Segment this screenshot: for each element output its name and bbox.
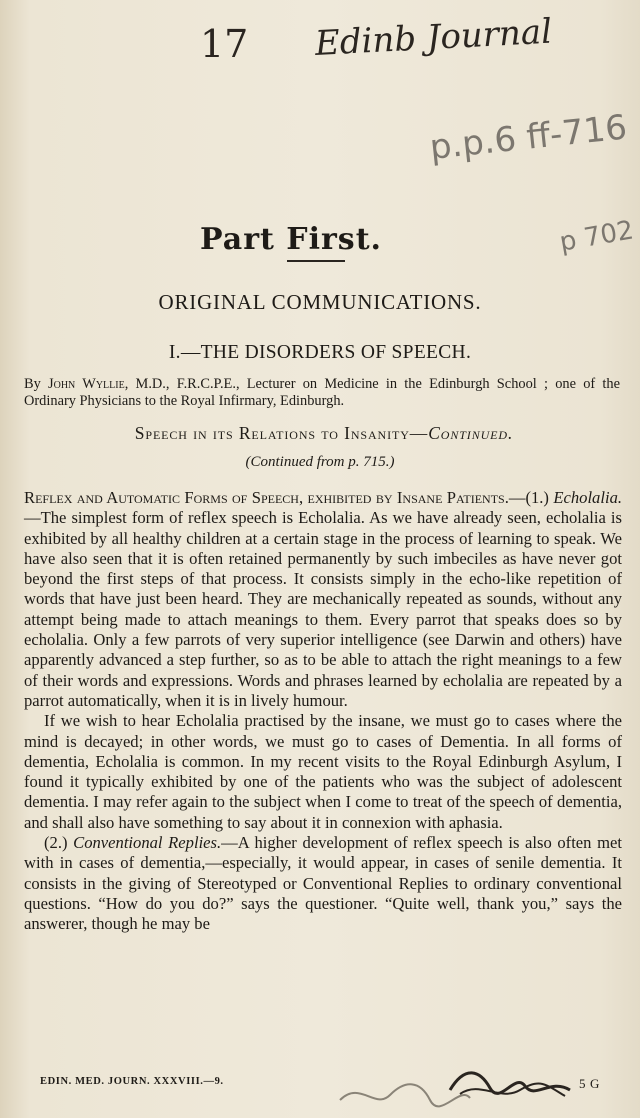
subsection-title: Speech in its Relations to Insanity—: [134, 423, 429, 443]
pencil-note: p 702: [557, 215, 636, 258]
subsection-continued: Continued.: [428, 423, 514, 443]
pencil-page-reference: p.p.6 ff-716: [427, 107, 629, 168]
article-heading: I.—THE DISORDERS OF SPEECH.: [168, 342, 472, 363]
paragraph-heading: Reflex and Automatic Forms of Speech, exhibited by Insane Patients.: [24, 488, 509, 507]
paragraph-dementia: If we wish to hear Echolalia practised by the insane, we must go to cases where the mind is decayed; in other words, we must go to cases of Dementia. In all forms of dementia, Echolalia is common. In my recent visits to the Royal Edinburgh Asylum, I found it typically exhibited by one of the patients who was the subject of adolescent dementia. I may refer again to the subject when I come to treat of the speech of dementia, and shall also have something to say about it in connexion with aphasia.: [24, 711, 622, 832]
continued-reference: (Continued from p. 715.): [245, 454, 395, 470]
item-number: —(1.): [508, 488, 554, 507]
signature-mark: 5 G: [579, 1076, 600, 1091]
author-credentials: , M.D., F.R.C.P.E., Lecturer on Medicine in the Edinburgh School ; one of the Ordinary Physicians to the Royal Infirmary, Edinburgh.: [24, 376, 620, 409]
paragraph-conventional-replies: [24, 833, 622, 934]
author-byline: [24, 376, 620, 410]
paragraph-echolalia: [24, 488, 622, 711]
journal-reference: EDIN. MED. JOURN. XXXVIII.—9.: [40, 1076, 224, 1087]
ownership-signature-stamp: [330, 1060, 580, 1114]
byline-by: By: [24, 376, 41, 392]
handwritten-number: 17: [200, 22, 249, 66]
subsection-heading: [24, 423, 624, 444]
author-name: John Wyllie: [48, 376, 125, 392]
title-underline: [287, 260, 345, 262]
handwritten-inscription: Edinb Journal: [313, 11, 553, 64]
item-term: Conventional Replies.: [73, 833, 222, 853]
item-number: (2.): [44, 833, 74, 853]
paragraph-text: —The simplest form of reflex speech is Echolalia. As we have already seen, echolalia is exhibited by all healthy children at a certain stage in the process of learning to speak. We have also seen that it is often retained permanently by such imbeciles as have never got beyond the first steps of that process. It consists simply in the echo-like repetition of words that have just been heard. They are mechanically repeated as sounds, without any attempt being made to attach meanings to them. Every parrot that speaks does so by echolalia. Only a few parrots of very superior intelligence (see Darwin and others) have apparently advanced a step further, so as to be able to attach the right meanings to a few of their words and expressions. Words and phrases learned by echolalia are repeated by a parrot automatically, when it is in lively humour.: [24, 508, 622, 710]
item-term: Echolalia.: [553, 488, 623, 507]
article-body: [24, 488, 622, 935]
paragraph-text: —A higher development of reflex speech is also often met with in cases of dementia,—especially, it would appear, in cases of senile dementia. It consists in the giving of Stereotyped or Conventional Replies to ordinary conventional questions. “How do you do?” says the questioner. “Quite well, thank you,” says the answerer, though he may be: [24, 833, 622, 934]
section-heading: ORIGINAL COMMUNICATIONS.: [158, 290, 482, 314]
part-title: Part First.: [200, 222, 382, 257]
